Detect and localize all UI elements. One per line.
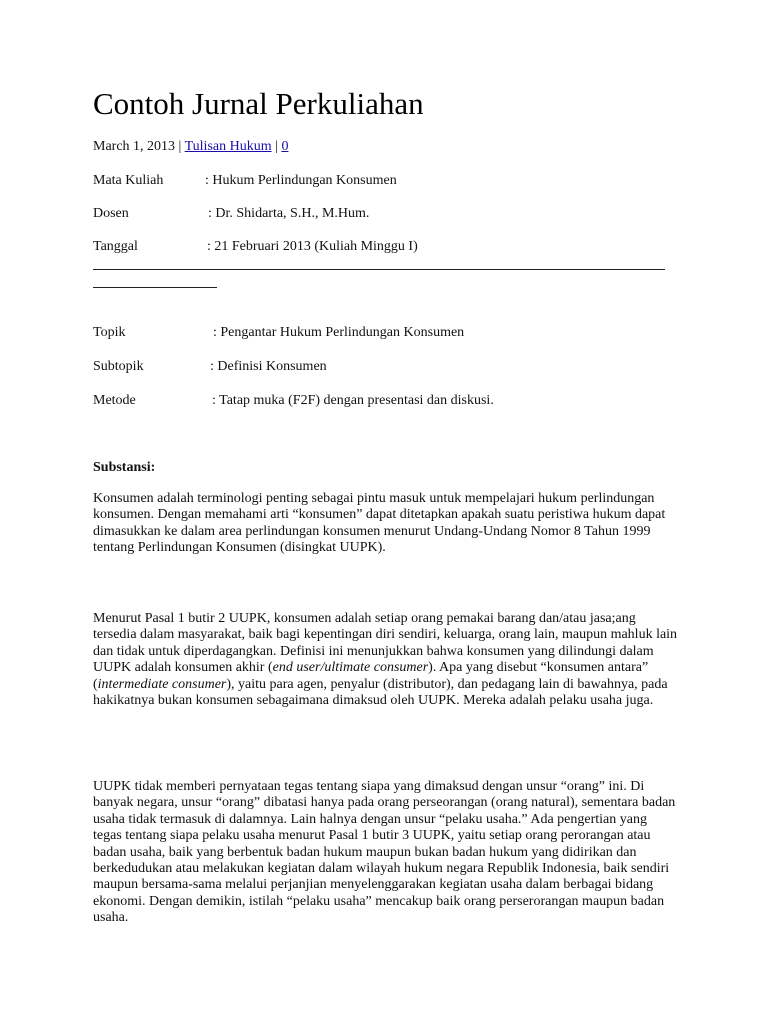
section-heading: Substansi: xyxy=(93,460,156,475)
info-value: : Dr. Shidarta, S.H., M.Hum. xyxy=(208,206,370,221)
meta-separator: | xyxy=(178,139,182,154)
post-meta xyxy=(93,138,288,156)
paragraph-2 xyxy=(93,611,678,709)
paragraph-text-part: ), yaitu para agen, penyalur (distributor), dan pedagang lain di bawahnya, pada hakikatnya bukan konsumen sebagaimana dimaksud oleh UUPK. Mereka adalah pelaku usaha juga. xyxy=(93,676,668,709)
paragraph-text: UUPK tidak memberi pernyataan tegas tentang siapa yang dimaksud dengan unsur “orang” ini. Di banyak negara, unsur “orang” dibatasi hanya pada orang perseorangan (orang natural), sementara badan usaha tidak termasuk di dalamnya. Lain halnya dengan unsur “pelaku usaha.” Ada pengertian yang tegas tentang siapa pelaku usaha menurut Pasal 1 butir 3 UUPK, yaitu setiap orang perorangan atau badan usaha, baik yang berbentuk badan hukum maupun bukan badan hukum yang didirikan dan berkedudukan atau melakukan kegiatan dalam wilayah hukum negara Republik Indonesia, baik sendiri maupun bersama-sama melalui perjanjian menyelenggarakan kegiatan usaha dalam berbagai bidang ekonomi. Dengan demikin, istilah “pelaku usaha” mencakup baik orang perserorangan maupun badan usaha. xyxy=(93,779,676,926)
paragraph-text-part: ). Apa yang disebut “konsumen antara” ( xyxy=(93,660,649,692)
info-value: : Tatap muka (F2F) dengan presentasi dan diskusi. xyxy=(212,393,494,408)
divider-line xyxy=(93,287,217,288)
info-value: : Definisi Konsumen xyxy=(210,359,327,374)
paragraph-3 xyxy=(93,779,678,927)
paragraph-emphasis: intermediate consumer xyxy=(97,676,227,692)
paragraph-emphasis: end user/ultimate consumer xyxy=(272,660,429,676)
paragraph-1 xyxy=(93,491,678,557)
paragraph-text xyxy=(93,611,678,709)
info-label: Mata Kuliah xyxy=(93,173,164,188)
info-value: : 21 Februari 2013 (Kuliah Minggu I) xyxy=(207,239,418,254)
post-date: March 1, 2013 xyxy=(93,139,176,154)
info-label: Dosen xyxy=(93,206,129,221)
page-title: Contoh Jurnal Perkuliahan xyxy=(93,86,424,121)
info-label: Topik xyxy=(93,325,126,340)
info-label: Subtopik xyxy=(93,359,144,374)
info-label: Metode xyxy=(93,393,136,408)
info-value: : Hukum Perlindungan Konsumen xyxy=(205,173,397,188)
divider-line xyxy=(93,269,665,270)
comments-link[interactable]: 0 xyxy=(281,139,289,154)
meta-separator: | xyxy=(275,139,278,154)
info-value: : Pengantar Hukum Perlindungan Konsumen xyxy=(213,325,465,340)
info-label: Tanggal xyxy=(93,239,138,254)
paragraph-text-part: Menurut Pasal 1 butir 2 UUPK, konsumen adalah setiap orang pemakai barang dan/atau jasa;ang tersedia dalam masyarakat, baik bagi kepentingan diri sendiri, keluarga, orang lain, maupun mahluk lain dan tidak untuk diperdagangkan. Definisi ini menunjukkan bahwa konsumen yang dilindungi dalam UUPK adalah konsumen akhir ( xyxy=(93,611,678,676)
category-link[interactable]: Tulisan Hukum xyxy=(184,139,272,154)
paragraph-text: Konsumen adalah terminologi penting sebagai pintu masuk untuk mempelajari hukum perlindungan konsumen. Dengan memahami arti “konsumen” dapat ditetapkan apakah suatu peristiwa hukum dapat dimasukkan ke dalam area perlindungan konsumen menurut Undang-Undang Nomor 8 Tahun 1999 tentang Perlindungan Konsumen (disingkat UUPK). xyxy=(93,491,666,556)
